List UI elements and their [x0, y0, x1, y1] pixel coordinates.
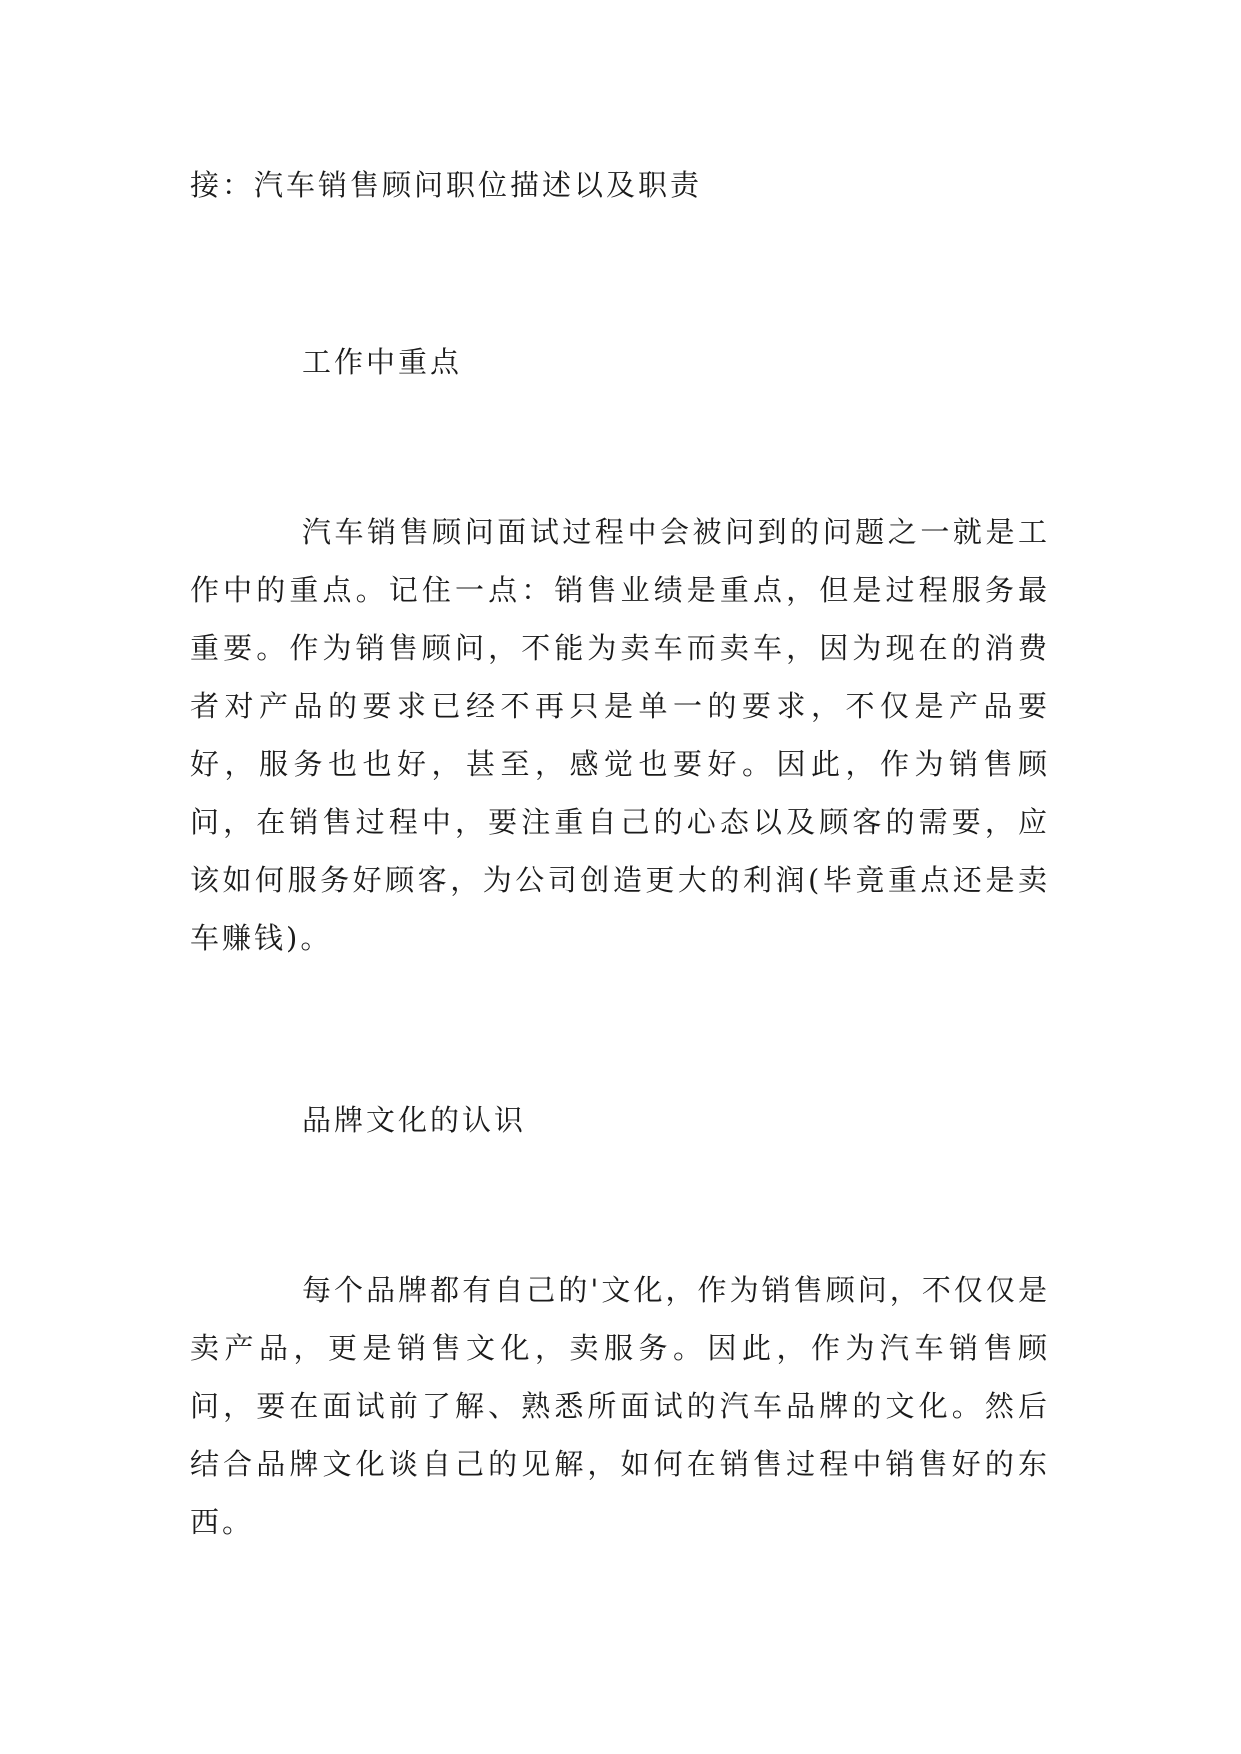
section-heading-brand-culture: 品牌文化的认识: [302, 1103, 527, 1137]
section-paragraph-work-focus: 汽车销售顾问面试过程中会被问到的问题之一就是工作中的重点。记住一点：销售业绩是重点，但是过程服务最重要。作为销售顾问，不能为卖车而卖车，因为现在的消费者对产品的要求已经不再只是单一的要求，不仅是产品要好，服务也也好，甚至，感觉也要好。因此，作为销售顾问，在销售过程中，要注重自己的心态以及顾客的需要，应该如何服务好顾客，为公司创造更大的利润(毕竟重点还是卖车赚钱)。: [190, 515, 1050, 955]
section-paragraph-brand-culture: 每个品牌都有自己的'文化，作为销售顾问，不仅仅是卖产品，更是销售文化，卖服务。因此，作为汽车销售顾问，要在面试前了解、熟悉所面试的汽车品牌的文化。然后结合品牌文化谈自己的见解，如何在销售过程中销售好的东西。: [190, 1273, 1050, 1539]
lead-line: 接：汽车销售顾问职位描述以及职责: [190, 168, 703, 202]
section-heading-work-focus: 工作中重点: [302, 345, 463, 379]
